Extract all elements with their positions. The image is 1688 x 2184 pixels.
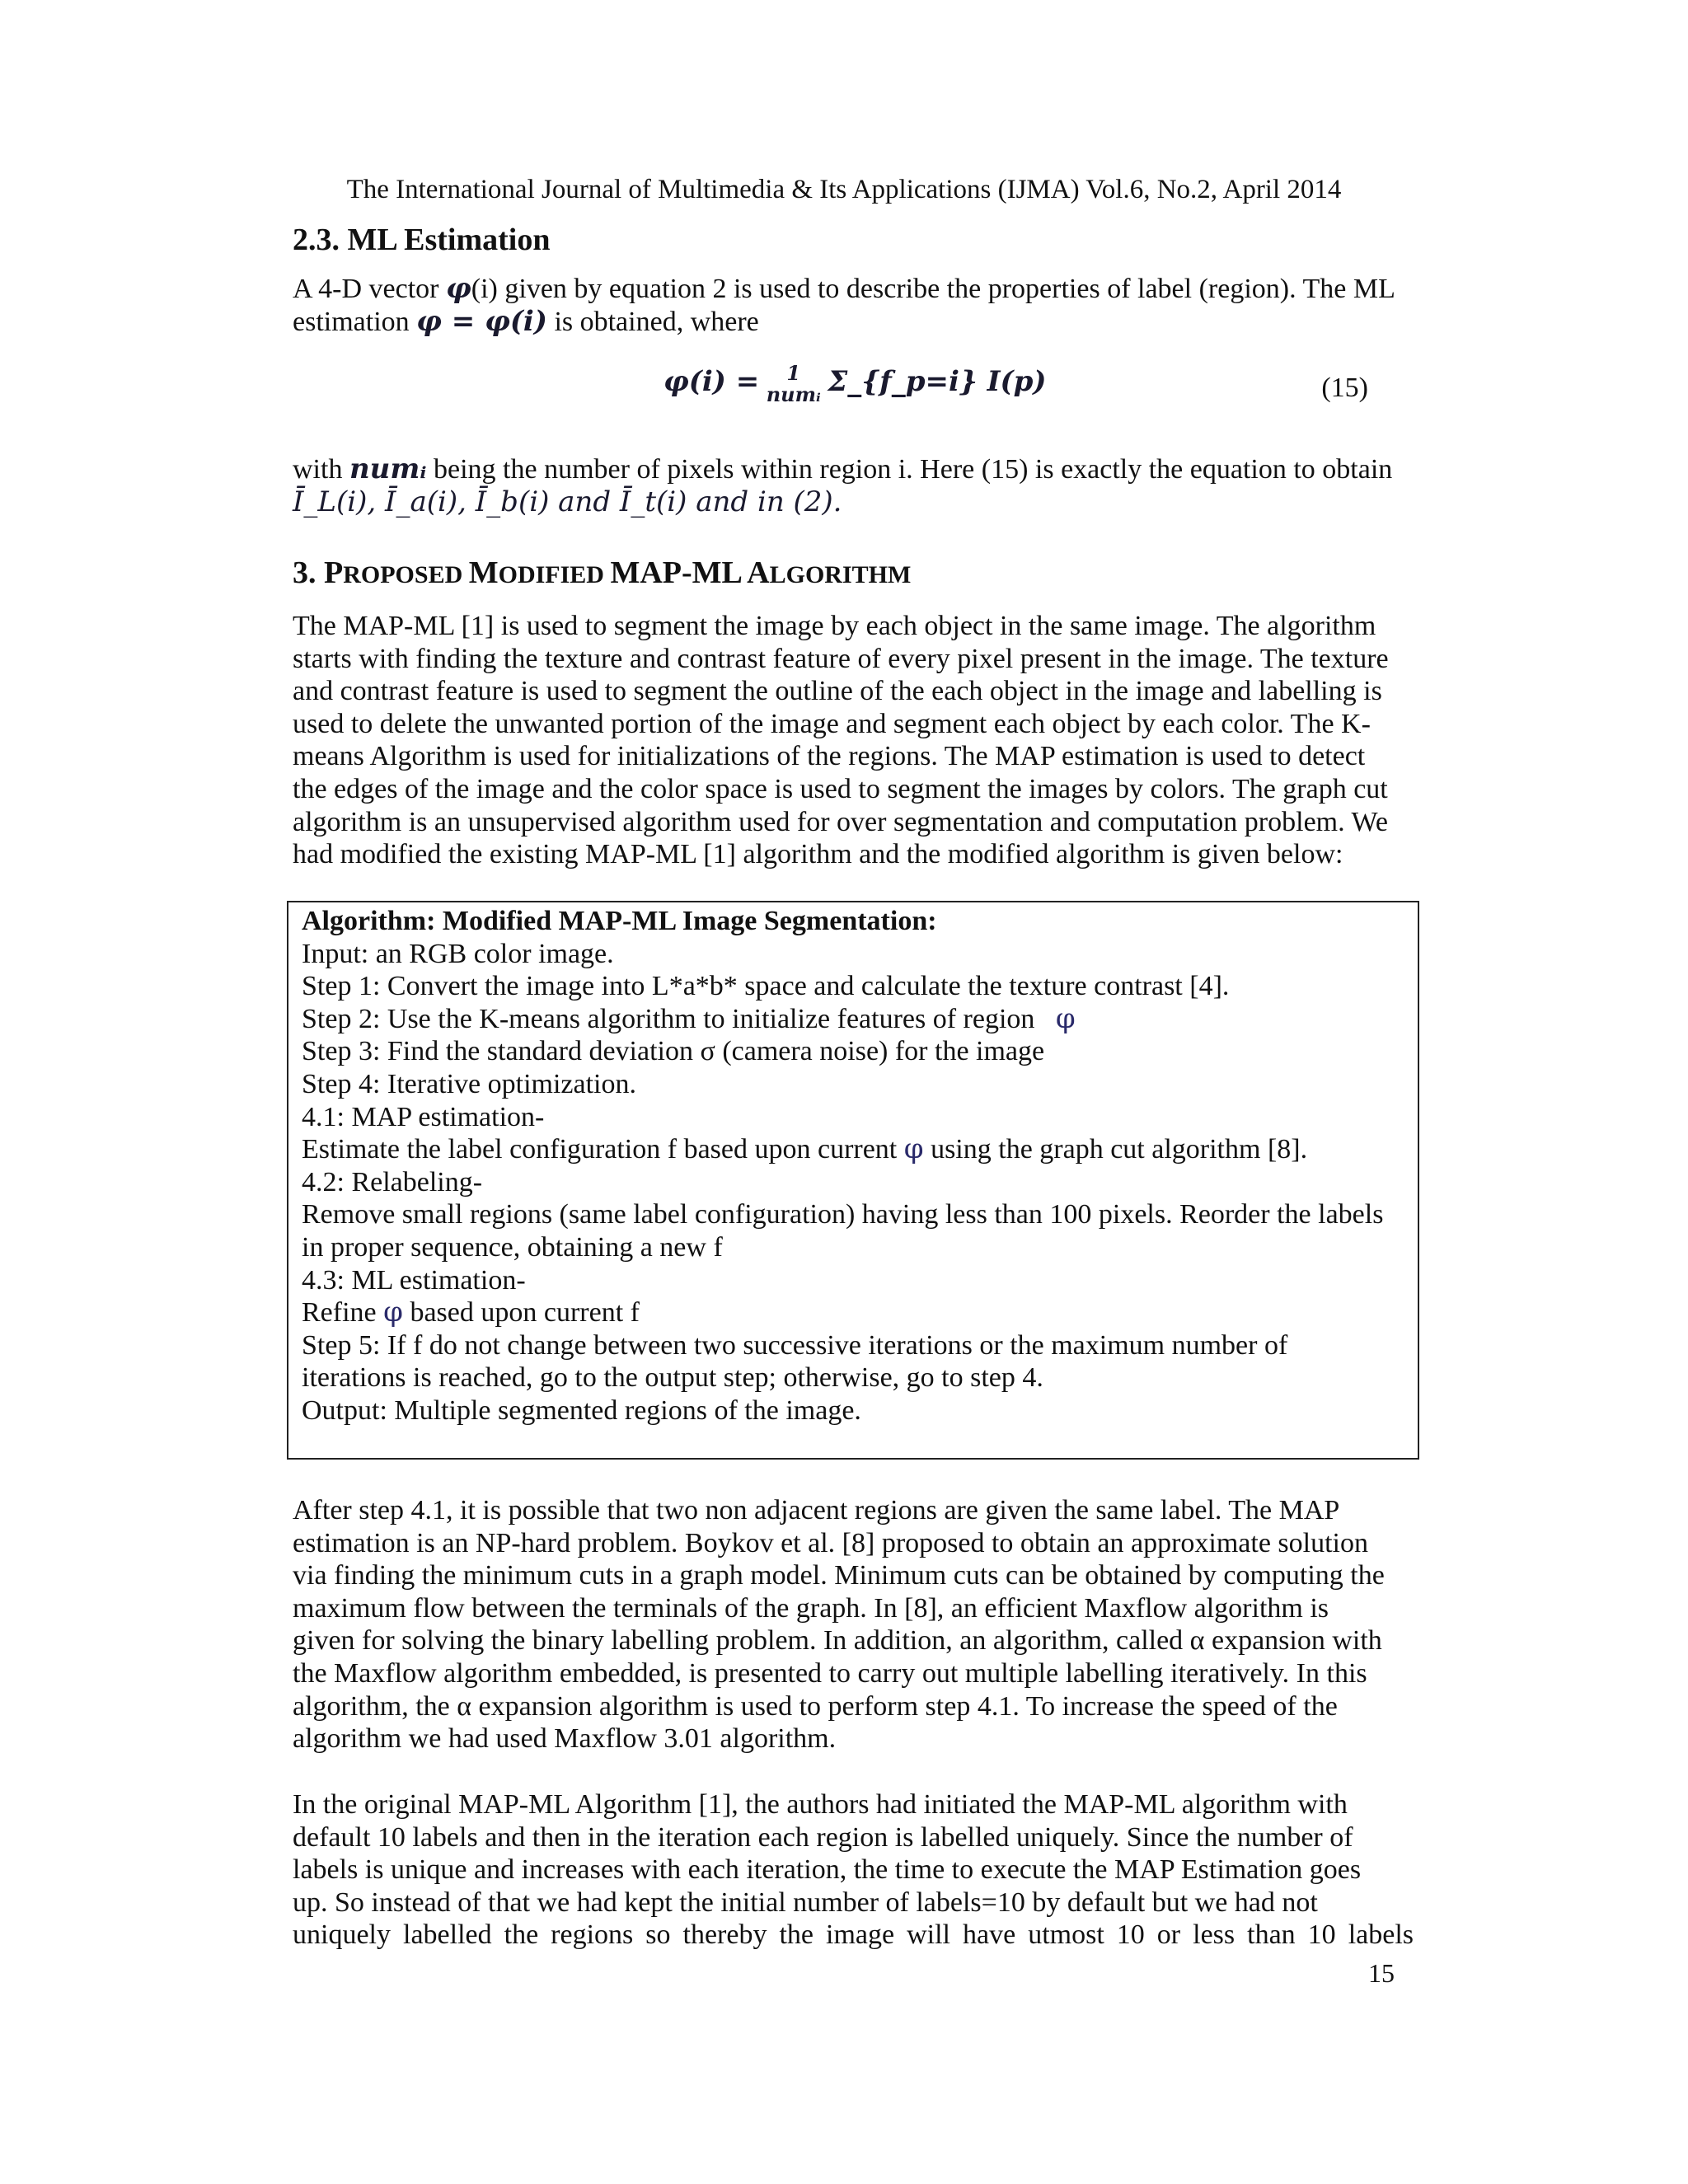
paragraph-line: maximum flow between the terminals of the graph. In [8], an efficient Maxflow algorithm is bbox=[293, 1592, 1329, 1624]
algorithm-substep-4-2-text-2: in proper sequence, obtaining a new f bbox=[302, 1231, 723, 1263]
algorithm-title: Algorithm: Modified MAP-ML Image Segmentation: bbox=[302, 906, 937, 936]
algorithm-input: Input: an RGB color image. bbox=[302, 938, 614, 969]
paragraph-line: algorithm, the α expansion algorithm is used to perform step 4.1. To increase the speed of the bbox=[293, 1690, 1338, 1722]
intro-line-2 bbox=[293, 306, 1414, 339]
after-algorithm-paragraph-1 bbox=[293, 1494, 1414, 1755]
section-heading-ml-estimation: 2.3. ML Estimation bbox=[293, 223, 551, 257]
paragraph-line: default 10 labels and then in the iteration each region is labelled uniquely. Since the number of bbox=[293, 1821, 1353, 1853]
paragraph-line: algorithm is an unsupervised algorithm used for over segmentation and computation problem. We bbox=[293, 806, 1388, 837]
paragraph-line: In the original MAP-ML Algorithm [1], the authors had initiated the MAP-ML algorithm with bbox=[293, 1789, 1348, 1820]
step-2-text: Step 2: Use the K-means algorithm to initialize features of region bbox=[302, 1003, 1035, 1034]
paragraph-line: via finding the minimum cuts in a graph model. Minimum cuts can be obtained by computing the bbox=[293, 1560, 1385, 1591]
after-eq-text-b: being the number of pixels within region i. Here (15) is exactly the equation to obtain bbox=[426, 454, 1393, 485]
algorithm-step-5-line-1: Step 5: If f do not change between two successive iterations or the maximum number of bbox=[302, 1329, 1288, 1361]
equation-lhs: φ(i) = bbox=[663, 364, 760, 398]
phi-symbol: φ bbox=[446, 272, 471, 305]
after-eq-text-a: with bbox=[293, 454, 349, 485]
intro-text-d: is obtained, where bbox=[546, 306, 759, 337]
algorithm-substep-4-2: 4.2: Relabeling- bbox=[302, 1166, 483, 1197]
phi-icon: φ bbox=[903, 1132, 924, 1166]
paragraph-line: estimation is an NP-hard problem. Boykov et al. [8] proposed to obtain an approximate solution bbox=[293, 1527, 1368, 1558]
equation-denominator: numᵢ bbox=[766, 382, 821, 406]
equation-fraction bbox=[767, 363, 821, 405]
paragraph-line: starts with finding the texture and contrast feature of every pixel present in the image. The texture bbox=[293, 643, 1389, 674]
substep-text: based upon current f bbox=[402, 1297, 640, 1329]
equation-numerator: 1 bbox=[786, 361, 801, 385]
page-number: 15 bbox=[1368, 1958, 1395, 1988]
substep-text: using the graph cut algorithm [8]. bbox=[923, 1134, 1308, 1165]
paragraph-line: up. So instead of that we had kept the initial number of labels=10 by default but we had not bbox=[293, 1886, 1318, 1918]
algorithm-step-4: Step 4: Iterative optimization. bbox=[302, 1068, 637, 1099]
paragraph-line: means Algorithm is used for initializations of the regions. The MAP estimation is used to detect bbox=[293, 741, 1366, 772]
algorithm-step-1: Step 1: Convert the image into L*a*b* space and calculate the texture contrast [4]. bbox=[302, 971, 1230, 1002]
substep-text: Estimate the label configuration f based upon current bbox=[302, 1134, 904, 1165]
algorithm-substep-4-1-text bbox=[302, 1133, 1414, 1166]
heading-part: 3. P bbox=[293, 555, 344, 590]
equation-number: (15) bbox=[1321, 373, 1368, 403]
paragraph-line: the edges of the image and the color space is used to segment the images by colors. The graph cut bbox=[293, 773, 1388, 804]
algorithm-substep-4-3: 4.3: ML estimation- bbox=[302, 1264, 526, 1296]
after-algorithm-paragraph-2 bbox=[293, 1788, 1414, 1952]
ml-estimation-after-equation bbox=[293, 453, 1414, 518]
intro-line-1 bbox=[293, 273, 1414, 306]
heading-part: ODIFIED bbox=[498, 561, 611, 588]
equation-15 bbox=[293, 363, 1414, 420]
ml-inline-equation: φ = φ(i) bbox=[416, 304, 547, 338]
algorithm-step-3: Step 3: Find the standard deviation σ (camera noise) for the image bbox=[302, 1036, 1045, 1067]
equation-rhs: Σ_{f_p=i} I(p) bbox=[828, 364, 1047, 398]
after-eq-line-2: Ī_L(i), Ī_a(i), Ī_b(i) and Ī_t(i) and in (2). bbox=[293, 485, 842, 518]
algorithm-output: Output: Multiple segmented regions of the image. bbox=[302, 1394, 861, 1426]
paragraph-line: given for solving the binary labelling problem. In addition, an algorithm, called α expansion with bbox=[293, 1625, 1382, 1657]
algorithm-substep-4-1: 4.1: MAP estimation- bbox=[302, 1101, 545, 1132]
paragraph-line: uniquely labelled the regions so thereby the image will have utmost 10 or less than 10 labels bbox=[293, 1919, 1414, 1951]
ml-estimation-intro bbox=[293, 273, 1414, 338]
algorithm-step-2 bbox=[302, 1003, 1414, 1036]
heading-part: M bbox=[468, 555, 499, 590]
paragraph-line: The MAP-ML [1] is used to segment the image by each object in the same image. The algorithm bbox=[293, 611, 1376, 641]
paragraph-line: had modified the existing MAP-ML [1] algorithm and the modified algorithm is given below: bbox=[293, 839, 1343, 870]
algorithm-substep-4-3-text bbox=[302, 1296, 1414, 1329]
paragraph-line: used to delete the unwanted portion of the image and segment each object by each color. The K- bbox=[293, 708, 1371, 739]
intro-text-b: (i) given by equation 2 is used to describe the properties of label (region). The ML bbox=[471, 274, 1395, 304]
after-eq-line-1 bbox=[293, 453, 1414, 486]
phi-icon: φ bbox=[383, 1296, 403, 1329]
phi-icon: φ bbox=[1055, 1001, 1076, 1035]
running-header: The International Journal of Multimedia & Its Applications (IJMA) Vol.6, No.2, April 2014 bbox=[346, 175, 1342, 204]
heading-part: LGORITHM bbox=[769, 561, 912, 588]
algorithm-step-5-line-2: iterations is reached, go to the output step; otherwise, go to step 4. bbox=[302, 1362, 1043, 1394]
intro-text-a: A 4-D vector bbox=[293, 274, 447, 304]
equation-body bbox=[663, 363, 1047, 405]
num-i-symbol: numᵢ bbox=[349, 452, 427, 485]
paragraph-line: labels is unique and increases with each iteration, the time to execute the MAP Estimation goes bbox=[293, 1854, 1362, 1886]
intro-text-c: estimation bbox=[293, 306, 417, 337]
heading-part: ROPOSED bbox=[343, 561, 469, 588]
paragraph-line: After step 4.1, it is possible that two non adjacent regions are given the same label. The MAP bbox=[293, 1495, 1340, 1526]
section-heading-proposed-algorithm bbox=[293, 554, 911, 594]
paragraph-line: and contrast feature is used to segment the outline of the each object in the image and labelling is bbox=[293, 676, 1382, 707]
algorithm-content bbox=[302, 905, 1414, 1427]
heading-part: MAP-ML A bbox=[610, 555, 770, 590]
substep-text: Refine bbox=[302, 1297, 384, 1329]
paragraph-line: algorithm we had used Maxflow 3.01 algorithm. bbox=[293, 1723, 837, 1755]
algorithm-substep-4-2-text-1: Remove small regions (same label configuration) having less than 100 pixels. Reorder the labels bbox=[302, 1199, 1384, 1230]
section-3-paragraph bbox=[293, 610, 1414, 871]
paragraph-line: the Maxflow algorithm embedded, is presented to carry out multiple labelling iteratively. In this bbox=[293, 1657, 1367, 1689]
